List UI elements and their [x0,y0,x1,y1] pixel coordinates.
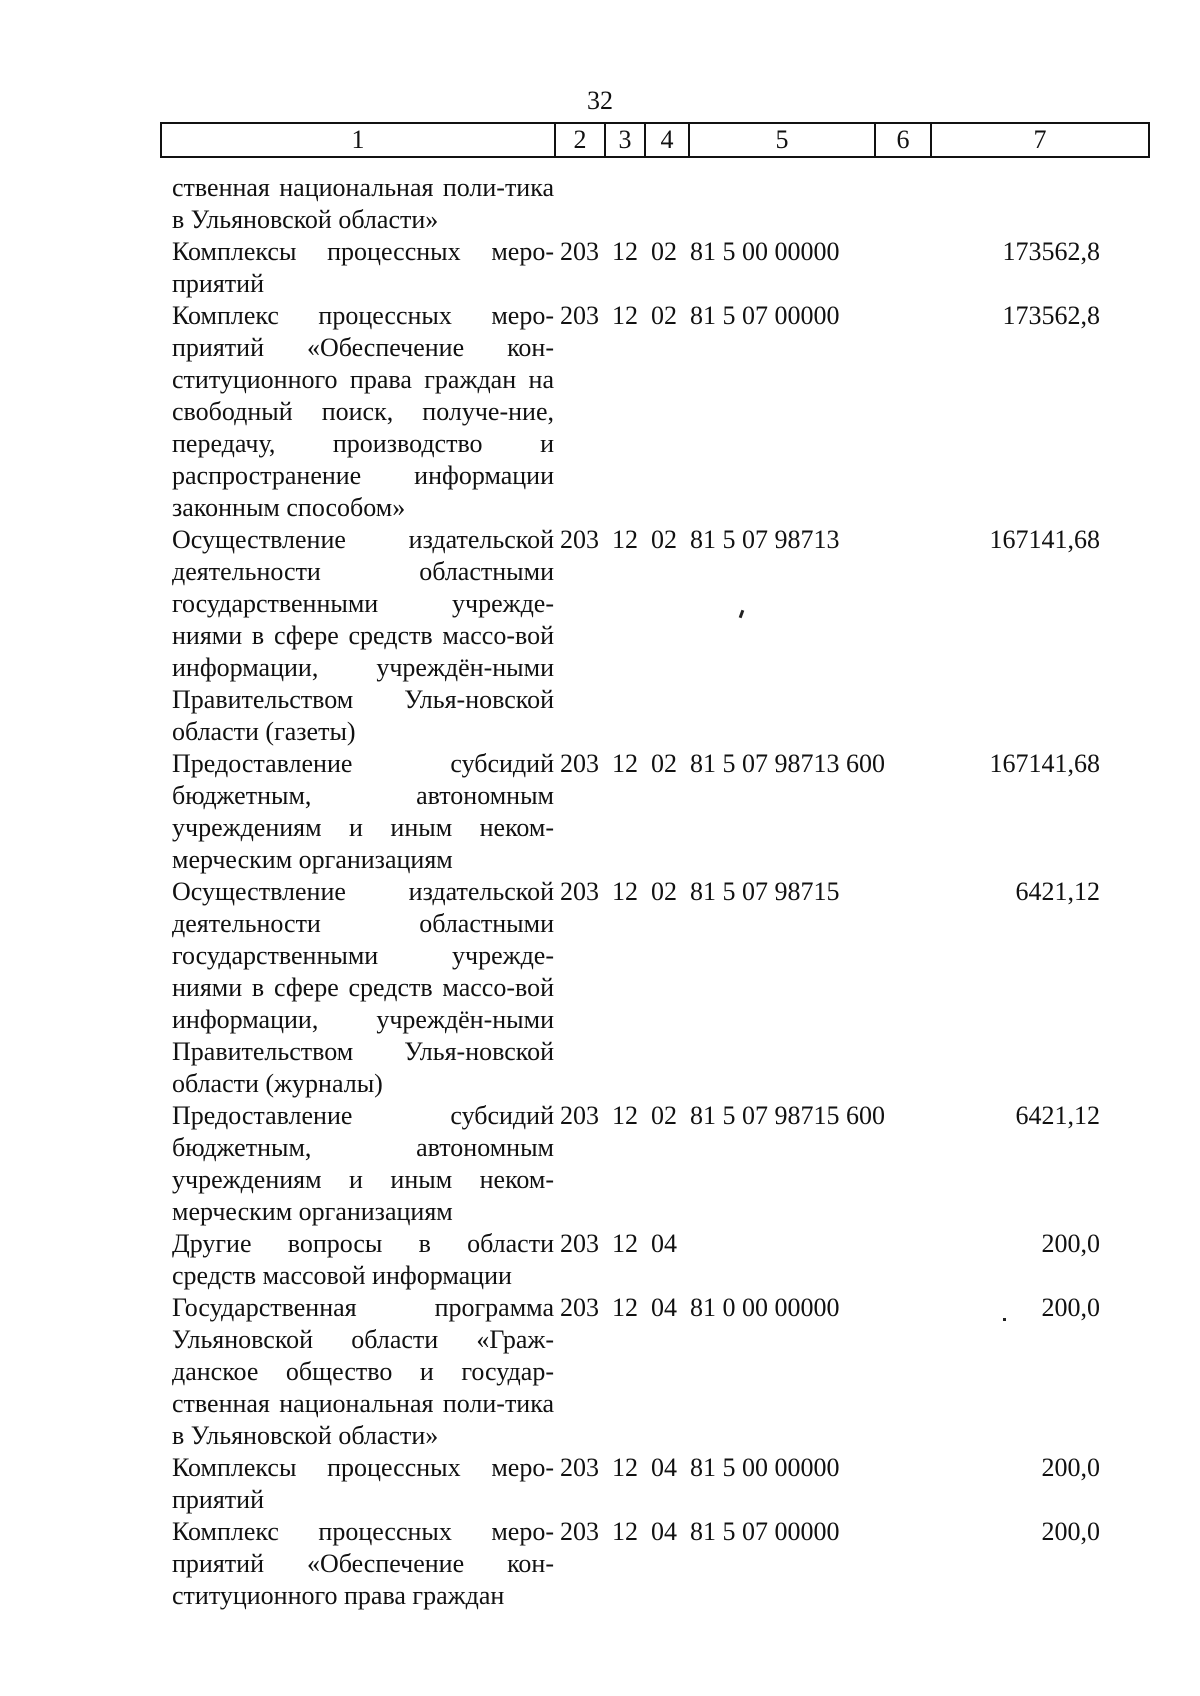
row-name: Комплексы процессных меро-приятий [172,1453,554,1514]
row-amount: 200,0 [1041,1229,1100,1258]
row-amount: 167141,68 [989,749,1100,778]
row-code: 203 12 02 81 5 07 00000 [560,301,840,330]
table-row [0,172,1200,236]
row-code: 203 12 04 [560,1229,677,1258]
table-row [0,1516,1200,1612]
table-row [0,1228,1200,1292]
row-name: Комплекс процессных меро-приятий «Обеспечение кон-ституционного права граждан на свободный поиск, получе-ние, передачу, производство и распространение информации законным способом» [172,301,554,522]
page-number: 32 [587,86,613,115]
column-header-2: 2 [555,123,605,157]
row-amount: 200,0 [1041,1517,1100,1546]
column-header-table [160,122,1150,158]
row-code: 203 12 02 81 5 07 98715 600 [560,1101,885,1130]
row-code: 203 12 04 81 0 00 00000 [560,1293,840,1322]
column-header-6: 6 [875,123,931,157]
row-code: 203 12 04 81 5 07 00000 [560,1517,840,1546]
column-header-3: 3 [605,123,645,157]
table-row [0,876,1200,1100]
row-amount: 6421,12 [1015,1101,1100,1130]
row-code: 203 12 04 81 5 00 00000 [560,1453,840,1482]
table-row [0,236,1200,300]
table-row [0,748,1200,876]
table-row [0,300,1200,524]
row-amount: 200,0 [1041,1293,1100,1322]
row-name: Осуществление издательской деятельности областными государственными учрежде-ниями в сфере средств массо-вой информации, учреждён-ными Правительством Улья-новской области (журналы) [172,877,554,1098]
row-name: Другие вопросы в области средств массовой информации [172,1229,554,1290]
row-amount: 173562,8 [1002,237,1100,266]
row-name: Предоставление субсидий бюджетным, автономным учреждениям и иным неком-мерческим организациям [172,749,554,874]
table-row [0,1452,1200,1516]
table-row [0,524,1200,748]
row-code: 203 12 02 81 5 00 00000 [560,237,840,266]
row-code: 203 12 02 81 5 07 98715 [560,877,840,906]
row-name: Осуществление издательской деятельности областными государственными учрежде-ниями в сфере средств массо-вой информации, учреждён-ными Правительством Улья-новской области (газеты) [172,525,554,746]
row-code: 203 12 02 81 5 07 98713 [560,525,840,554]
scan-speck [1003,1318,1006,1321]
row-name: Комплексы процессных меро-приятий [172,237,554,298]
table-row [0,1100,1200,1228]
column-header-4: 4 [645,123,689,157]
row-amount: 200,0 [1041,1453,1100,1482]
row-name: Государственная программа Ульяновской области «Граж-данское общество и государ-ственная национальная поли-тика в Ульяновской области» [172,1293,554,1450]
table-row [0,1292,1200,1452]
budget-rows [0,172,1200,1612]
column-header-1: 1 [161,123,555,157]
row-name: Предоставление субсидий бюджетным, автономным учреждениям и иным неком-мерческим организациям [172,1101,554,1226]
row-name: ственная национальная поли-тика в Ульяновской области» [172,173,554,234]
row-code: 203 12 02 81 5 07 98713 600 [560,749,885,778]
column-header-7: 7 [931,123,1149,157]
row-name: Комплекс процессных меро-приятий «Обеспечение кон-ституционного права граждан [172,1517,554,1610]
column-header-5: 5 [689,123,875,157]
row-amount: 167141,68 [989,525,1100,554]
row-amount: 6421,12 [1015,877,1100,906]
row-amount: 173562,8 [1002,301,1100,330]
